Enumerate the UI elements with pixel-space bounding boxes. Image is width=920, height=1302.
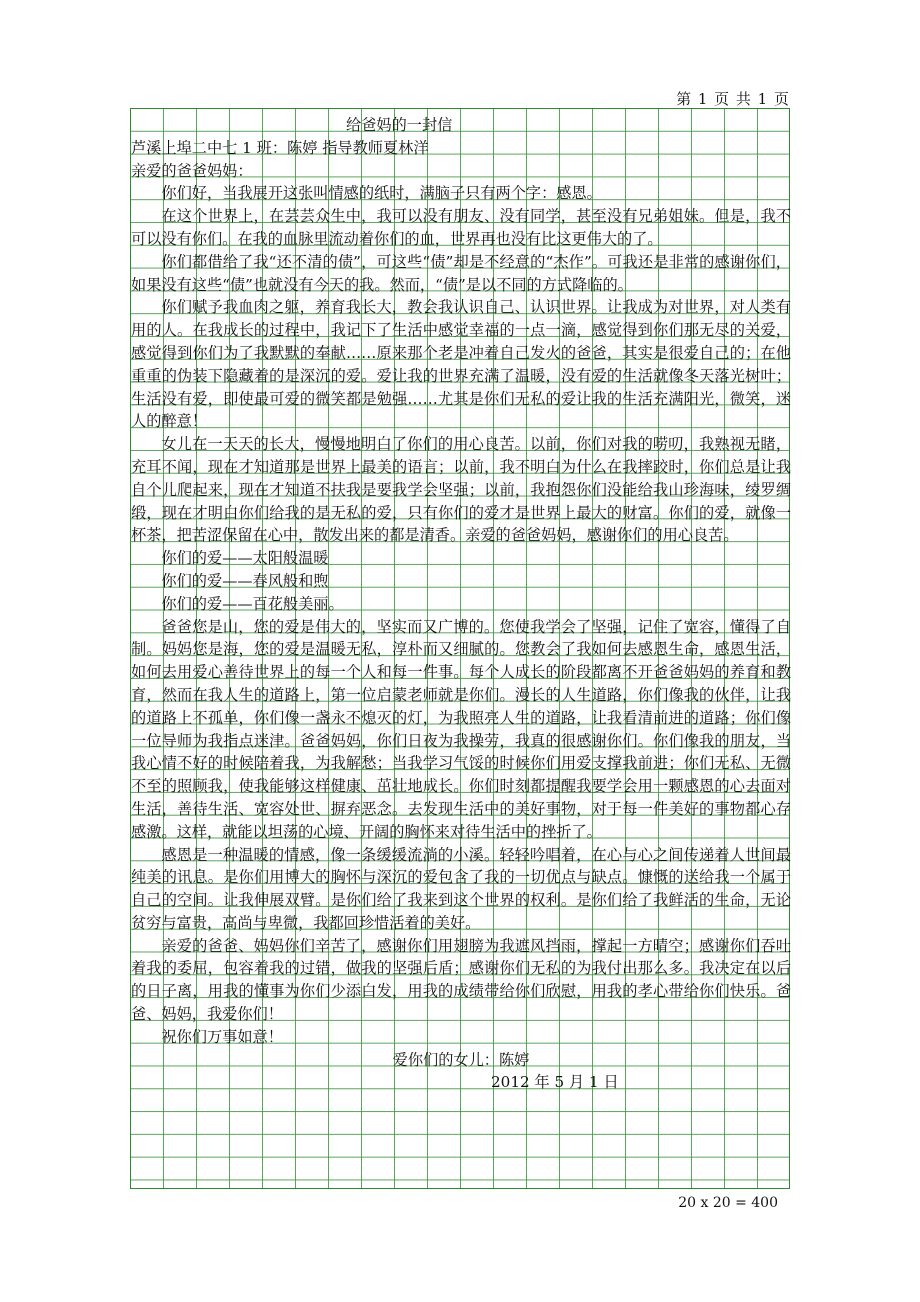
paragraph: 女儿在一天天的长大，慢慢地明白了你们的用心良苦。以前，你们对我的唠叨，我熟视无睹，充耳不闻，现在才知道那是世界上最美的语言；以前，我不明白为什么在我摔跤时，你们总是让我自个儿爬起来，现在才知道不扶我是要我学会坚强；以前，我抱怨你们没能给我山珍海味，绫罗绸缎，现在才明白你们给我的是无私的爱，只有你们的爱才是世界上最大的财富。你们的爱，就像一杯茶，把苦涩保留在心中，散发出来的都是清香。亲爱的爸爸妈妈，感谢你们的用心良苦。	[131, 435, 791, 545]
paragraph: 你们赋予我血肉之躯，养育我长大，教会我认识自己、认识世界。让我成为对世界，对人类有用的人。在我成长的过程中，我记下了生活中感觉幸福的一点一滴，感觉得到你们那无尽的关爱，感觉得到你们为了我默默的奉献……原来那个老是冲着自己发火的爸爸，其实是很爱自己的；在他重重的伪装下隐藏着的是深沉的爱。爱让我的世界充满了温暖，没有爱的生活就像冬天落光树叶；生活没有爱，即使最可爱的微笑都是勉强……尤其是你们无私的爱让我的生活充满阳光，微笑，迷人的醉意！	[131, 298, 791, 431]
signature: 爱你们的女儿：陈婷	[392, 1050, 530, 1069]
letter-body	[131, 114, 791, 1094]
paragraph: 你们的爱——春风般和煦	[161, 571, 329, 590]
paragraph: 感恩是一种温暖的情感，像一条缓缓流淌的小溪。轻轻吟唱着，在心与心之间传递着人世间最纯美的讯息。是你们用博大的胸怀与深沉的爱包含了我的一切优点与缺点。慷慨的送给我一个属于自己的空间。让我伸展双臂。是你们给了我来到这个世界的权利。是你们给了我鲜活的生命，无论贫穷与富贵，高尚与卑微，我都回珍惜活着的美好。	[131, 845, 791, 932]
author-line: 芦溪上埠二中七 1 班：陈婷 指导教师夏林洋	[131, 138, 429, 157]
letter-title: 给爸妈的一封信	[346, 116, 453, 134]
paragraph: 在这个世界上，在芸芸众生中，我可以没有朋友、没有同学，甚至没有兄弟姐妹。但是，我不可以没有你们。在我的血脉里流动着你们的血，世界再也没有比这更伟大的了。	[131, 207, 791, 248]
paragraph: 你们的爱——百花般美丽。	[161, 594, 344, 613]
paragraph: 爸爸您是山，您的爱是伟大的，坚实而又广博的。您使我学会了坚强，记住了宽容，懂得了自制。妈妈您是海，您的爱是温暖无私，淳朴而又细腻的。您教会了我如何去感恩生命，感恩生活，如何去用爱心善待世界上的每一个人和每一件事。每个人成长的阶段都离不开爸爸妈妈的养育和教育，然而在我人生的道路上，第一位启蒙老师就是你们。漫长的人生道路，你们像我的伙伴，让我的道路上不孤单，你们像一盏永不熄灭的灯，为我照亮人生的道路，让我看清前进的道路；你们像一位导师为我指点迷津。爸爸妈妈，你们日夜为我操劳，我真的很感谢你们。你们像我的朋友，当我心情不好的时候陪着我，为我解愁；当我学习气馁的时候你们用爱支撑我前进；你们无私、无微不至的照顾我，使我能够这样健康、茁壮地成长。你们时刻都提醒我要学会用一颗感恩的心去面对生活，善待生活、宽容处世、摒弃恶念。去发现生活中的美好事物，对于每一件美好的事物都心存感激。这样，就能以坦荡的心境、开阔的胸怀来对待生活中的挫折了。	[131, 617, 791, 841]
page-number: 第 1 页 共 1 页	[676, 90, 790, 108]
letter-date: 2012 年 5 月 1 日	[491, 1073, 619, 1092]
paragraph: 亲爱的爸爸、妈妈你们辛苦了，感谢你们用翅膀为我遮风挡雨，撑起一方晴空；感谢你们吞吐着我的委屈，包容着我的过错，做我的坚强后盾；感谢你们无私的为我付出那么多。我决定在以后的日子离，用我的懂事为你们少添白发，用我的成绩带给你们欣慰，用我的孝心带给你们快乐。爸爸、妈妈，我爱你们！	[131, 936, 791, 1024]
grid-paper	[130, 108, 790, 1189]
paragraph: 你们好，当我展开这张叫情感的纸时，满脑子只有两个字：感恩。	[161, 184, 602, 203]
grid-size-note: 20 x 20 = 400	[678, 1195, 778, 1211]
salutation: 亲爱的爸爸妈妈：	[131, 161, 253, 180]
paragraph: 你们的爱——太阳般温暖	[161, 549, 329, 568]
paragraph: 祝你们万事如意！	[161, 1027, 283, 1046]
paragraph: 你们都借给了我“还不清的债”，可这些“债”却是不经意的“杰作”。可我还是非常的感谢你们，如果没有这些“债”也就没有今天的我。然而，“债”是以不同的方式降临的。	[131, 252, 791, 294]
